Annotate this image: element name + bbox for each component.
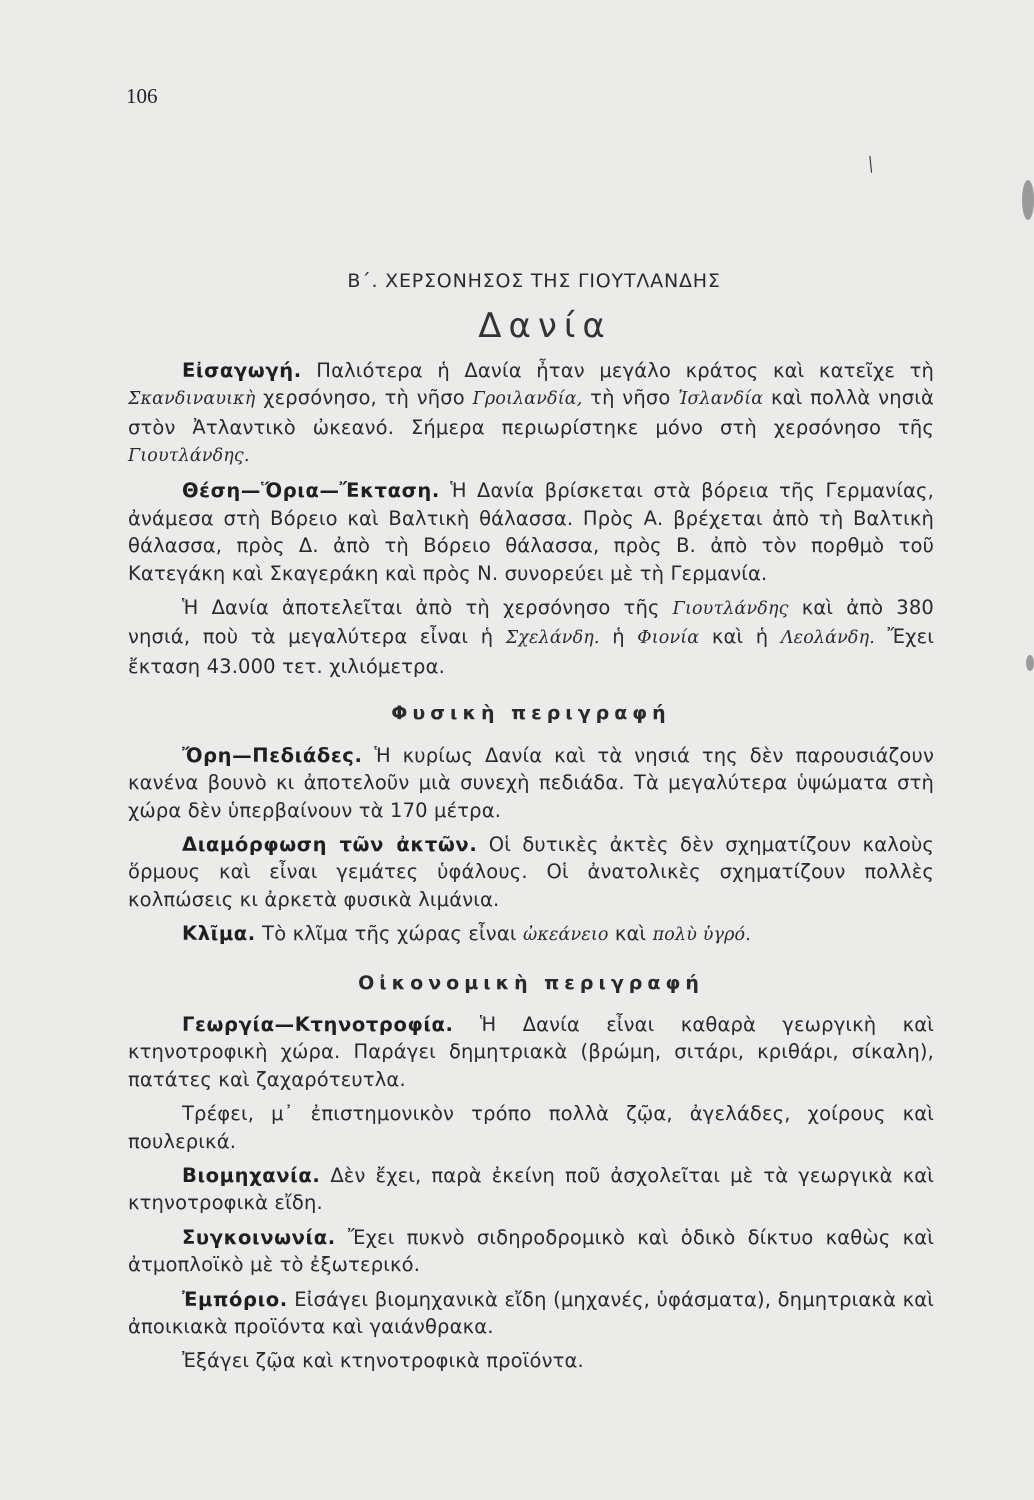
coasts-term: Διαμόρφωση τῶν ἀκτῶν. [182,832,478,856]
intro-italic-1: Σκανδιναυικὴ [128,389,256,410]
physical-description-heading: Φυσικὴ περιγραφή [391,702,671,725]
climate-italic-1: ὠκεάνειο [522,925,609,946]
climate-text-1: Τὸ κλῖμα τῆς χώρας εἶναι [255,922,523,946]
mountains-term: Ὄρη—Πεδιάδες. [182,743,363,767]
composition-italic-3: Φιονία [637,628,700,649]
country-title: Δανία [478,306,612,347]
intro-italic-4: Γιουτλάνδης. [128,446,250,467]
transport-paragraph [128,1224,934,1279]
page-number: 106 [126,84,158,108]
page-content [128,268,934,1382]
intro-text-2: χερσόνησο, τὴ νῆσο [255,386,473,410]
position-text: Ἡ Δανία βρίσκεται στὰ βόρεια τῆς Γερμανίας, ἀνάμεσα στὴ Βόρειο καὶ Βαλτικὴ θάλασσα. Πρὸς Α. βρέχεται ἀπὸ τὴ Βαλτικὴ θάλασσα, πρὸς Δ. ἀπὸ τὴ Βόρειο θάλασσα, πρὸς Β. ἀπὸ τὸν πορθμὸ τοῦ Κατεγάκη καὶ Σκαγεράκη καὶ πρὸς Ν. συνορεύει μὲ τὴ Γερμανία. [128,479,934,585]
industry-paragraph [128,1162,934,1217]
intro-term: Εἰσαγωγή. [182,358,302,382]
commerce-paragraph [128,1286,934,1341]
agriculture-paragraph [128,1011,934,1093]
transport-term: Συγκοινωνία. [182,1225,336,1249]
commerce-text: Εἰσάγει βιομηχανικὰ εἴδη (μηχανές, ὑφάσματα), δημητριακὰ καὶ ἀποικιακὰ προϊόντα καὶ γαιάνθρακα. [128,1287,934,1338]
coasts-text: Οἱ δυτικὲς ἀκτὲς δὲν σχηματίζουν καλοὺς ὅρμους καὶ εἶναι γεμάτες ὑφάλους. Οἱ ἀνατολικὲς σχηματίζουν πολλὲς κολπώσεις κι ἀρκετὰ φυσικὰ λιμάνια. [128,832,934,911]
intro-paragraph [128,357,934,471]
coasts-paragraph [128,831,934,913]
composition-italic-1: Γιουτλάνδης [672,599,789,620]
composition-text-4: καὶ ἡ [699,625,781,649]
climate-text-2: καὶ [608,922,653,946]
section-label: Β΄. ΧΕΡΣΟΝΗΣΟΣ ΤΗΣ ΓΙΟΥΤΛΑΝΔΗΣ [347,270,721,292]
edge-speck [1026,655,1034,671]
transport-text: Ἔχει πυκνὸ σιδηροδρομικὸ καὶ ὁδικὸ δίκτυο καθὼς καὶ ἀτμοπλοϊκὸ μὲ τὸ ἐξωτερικό. [128,1225,934,1277]
composition-text-5: Ἔχει ἔκταση 43.000 τετ. χιλιόμετρα. [128,625,935,678]
position-term: Θέση—Ὅρια—Ἔκταση. [182,479,440,503]
intro-text-1: Παλιότερα ἡ Δανία ἦταν μεγάλο κράτος καὶ κατεῖχε τὴ [301,358,934,382]
mountains-text: Ἡ κυρίως Δανία καὶ τὰ νησιά της δὲν παρουσιάζουν κανένα βουνὸ κι ἀποτελοῦν μιὰ συνεχὴ πεδιάδα. Τὰ μεγαλύτερα ὑψώματα στὴ χώρα δὲν ὑπερβαίνουν τὰ 170 μέτρα. [128,743,934,822]
economic-description-heading: Οἰκονομικὴ περιγραφή [358,971,704,994]
mountains-paragraph [128,742,934,824]
composition-italic-4: Λεολάνδη. [780,628,875,649]
composition-italic-2: Σχελάνδη. [505,628,600,649]
composition-paragraph [128,594,934,680]
composition-text-1: Ἡ Δανία ἀποτελεῖται ἀπὸ τὴ χερσόνησο τῆς [182,596,673,620]
climate-italic-2: πολὺ ὑγρό. [652,925,751,946]
climate-paragraph [128,920,934,949]
industry-term: Βιομηχανία. [182,1163,321,1187]
commerce-term: Ἐμπόριο. [182,1287,288,1311]
agriculture-term: Γεωργία—Κτηνοτροφία. [182,1012,454,1036]
livestock-paragraph: Τρέφει, μ᾽ ἐπιστημονικὸν τρόπο πολλὰ ζῷα, ἀγελάδες, χοίρους καὶ πουλερικά. [128,1102,934,1153]
composition-text-3: ἡ [599,625,638,649]
intro-italic-3: Ἰσλανδία [678,389,764,410]
intro-italic-2: Γροιλανδία, [472,389,583,410]
intro-text-4: καὶ πολλὰ νησιὰ στὸν Ἀτλαντικὸ ὠκεανό. Σήμερα περιωρίστηκε μόνο στὴ χερσόνησο τῆς [128,386,934,439]
exports-paragraph: Ἐξάγει ζῷα καὶ κτηνοτροφικὰ προϊόντα. [182,1349,584,1373]
position-paragraph [128,477,934,587]
margin-mark: / [862,151,880,179]
industry-text: Δὲν ἔχει, παρὰ ἐκείνη ποῦ ἀσχολεῖται μὲ τὰ γεωργικὰ καὶ κτηνοτροφικὰ εἴδη. [128,1163,934,1215]
agriculture-text: Ἡ Δανία εἶναι καθαρὰ γεωργικὴ καὶ κτηνοτροφικὴ χώρα. Παράγει δημητριακὰ (βρώμη, σιτάρι, κριθάρι, σίκαλη), πατάτες καὶ ζαχαρότευτλα. [128,1012,934,1091]
edge-speck [1022,180,1034,220]
climate-term: Κλῖμα. [182,922,256,946]
intro-text-3: τὴ νῆσο [582,386,679,410]
composition-text-2: καὶ ἀπὸ 380 νησιά, ποὺ τὰ μεγαλύτερα εἶναι ἡ [128,596,934,649]
